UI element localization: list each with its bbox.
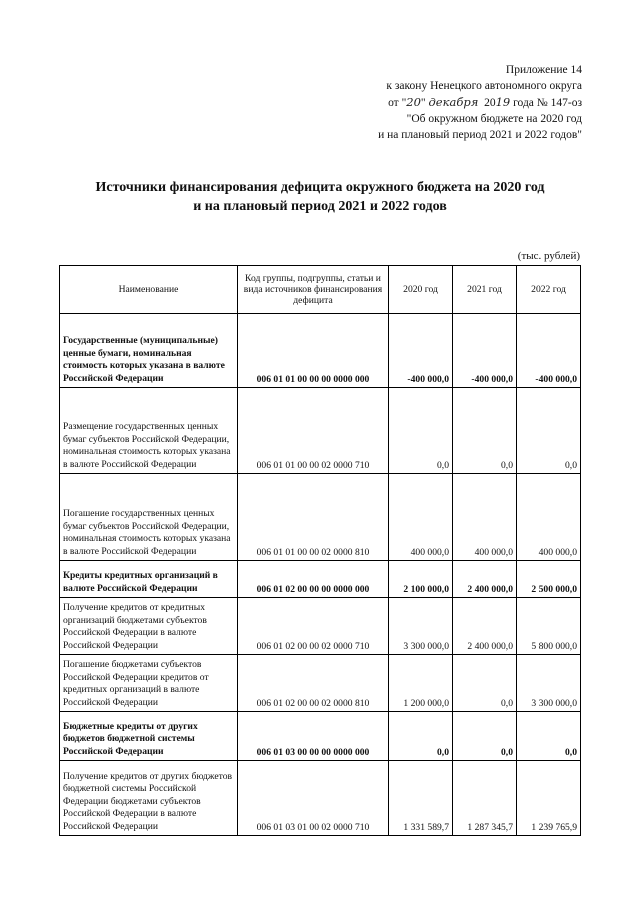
table-row <box>60 474 581 561</box>
table-row <box>60 388 581 474</box>
table-row <box>60 712 581 761</box>
row-code: 006 01 01 00 00 02 0000 710 <box>238 388 389 474</box>
table-row <box>60 598 581 655</box>
row-value-2020: 0,0 <box>389 712 453 761</box>
row-value-2021: 2 400 000,0 <box>453 561 517 598</box>
row-value-2020: 1 200 000,0 <box>389 655 453 712</box>
financing-sources-table <box>59 265 581 836</box>
row-name: Размещение государственных ценных бумаг субъектов Российской Федерации, номинальная стоимость которых указана в валюте Российской Федерации <box>60 388 238 474</box>
row-value-2021: -400 000,0 <box>453 314 517 388</box>
row-value-2022: 1 239 765,9 <box>517 761 581 836</box>
row-value-2020: -400 000,0 <box>389 314 453 388</box>
table-row <box>60 314 581 388</box>
row-value-2021: 0,0 <box>453 712 517 761</box>
row-name: Погашение бюджетами субъектов Российской Федерации кредитов от кредитных организаций в валюте Российской Федерации <box>60 655 238 712</box>
title-line-2: и на плановый период 2021 и 2022 годов <box>193 199 447 214</box>
row-name: Кредиты кредитных организаций в валюте Российской Федерации <box>60 561 238 598</box>
row-name: Получение кредитов от кредитных организаций бюджетами субъектов Российской Федерации в валюте Российской Федерации <box>60 598 238 655</box>
row-name: Получение кредитов от других бюджетов бюджетной системы Российской Федерации бюджетами субъектов Российской Федерации в валюте Российской Федерации <box>60 761 238 836</box>
row-value-2021: 2 400 000,0 <box>453 598 517 655</box>
appendix-law-ref: к закону Ненецкого автономного округа <box>386 80 582 92</box>
row-value-2021: 1 287 345,7 <box>453 761 517 836</box>
row-value-2021: 0,0 <box>453 655 517 712</box>
row-code: 006 01 02 00 00 02 0000 810 <box>238 655 389 712</box>
row-value-2022: 0,0 <box>517 712 581 761</box>
row-name: Погашение государственных ценных бумаг субъектов Российской Федерации, номинальная стоимость которых указана в валюте Российской Федерации <box>60 474 238 561</box>
date-quote: " <box>420 97 426 109</box>
row-code: 006 01 01 00 00 00 0000 000 <box>238 314 389 388</box>
row-value-2021: 400 000,0 <box>453 474 517 561</box>
appendix-law-period: и на плановый период 2021 и 2022 годов" <box>378 129 582 141</box>
row-value-2020: 400 000,0 <box>389 474 453 561</box>
row-value-2020: 1 331 589,7 <box>389 761 453 836</box>
row-value-2022: 2 500 000,0 <box>517 561 581 598</box>
handwritten-year: 19 <box>495 95 511 109</box>
row-code: 006 01 02 00 00 02 0000 710 <box>238 598 389 655</box>
appendix-law-title: "Об окружном бюджете на 2020 год <box>406 113 582 125</box>
table-row <box>60 761 581 836</box>
date-prefix: от " <box>388 97 407 109</box>
header-2022: 2022 год <box>517 266 581 314</box>
row-value-2022: 5 800 000,0 <box>517 598 581 655</box>
header-2021: 2021 год <box>453 266 517 314</box>
header-name: Наименование <box>60 266 238 314</box>
row-value-2022: 0,0 <box>517 388 581 474</box>
table-row <box>60 655 581 712</box>
row-code: 006 01 03 01 00 02 0000 710 <box>238 761 389 836</box>
row-value-2020: 2 100 000,0 <box>389 561 453 598</box>
row-value-2020: 3 300 000,0 <box>389 598 453 655</box>
title-line-1: Источники финансирования дефицита окружного бюджета на 2020 год <box>95 180 545 195</box>
row-value-2022: 400 000,0 <box>517 474 581 561</box>
header-code: Код группы, подгруппы, статьи и вида источников финансирования дефицита <box>238 266 389 314</box>
handwritten-month: декабря <box>428 95 479 109</box>
row-value-2021: 0,0 <box>453 388 517 474</box>
row-code: 006 01 02 00 00 00 0000 000 <box>238 561 389 598</box>
row-value-2020: 0,0 <box>389 388 453 474</box>
page-title <box>60 178 580 216</box>
units-label: (тыс. рублей) <box>517 250 580 262</box>
appendix-number: Приложение 14 <box>505 64 582 76</box>
row-code: 006 01 03 00 00 00 0000 000 <box>238 712 389 761</box>
date-year-prefix: 20 <box>484 97 496 109</box>
row-name: Бюджетные кредиты от других бюджетов бюджетной системы Российской Федерации <box>60 712 238 761</box>
row-name: Государственные (муниципальные) ценные бумаги, номинальная стоимость которых указана в валюте Российской Федерации <box>60 314 238 388</box>
appendix-date-line <box>292 94 582 111</box>
row-code: 006 01 01 00 00 02 0000 810 <box>238 474 389 561</box>
table-header-row <box>60 266 581 314</box>
date-suffix: года № 147-оз <box>513 97 582 109</box>
row-value-2022: -400 000,0 <box>517 314 581 388</box>
header-2020: 2020 год <box>389 266 453 314</box>
appendix-header <box>292 62 582 143</box>
row-value-2022: 3 300 000,0 <box>517 655 581 712</box>
table-row <box>60 561 581 598</box>
handwritten-day: 20 <box>406 95 421 109</box>
